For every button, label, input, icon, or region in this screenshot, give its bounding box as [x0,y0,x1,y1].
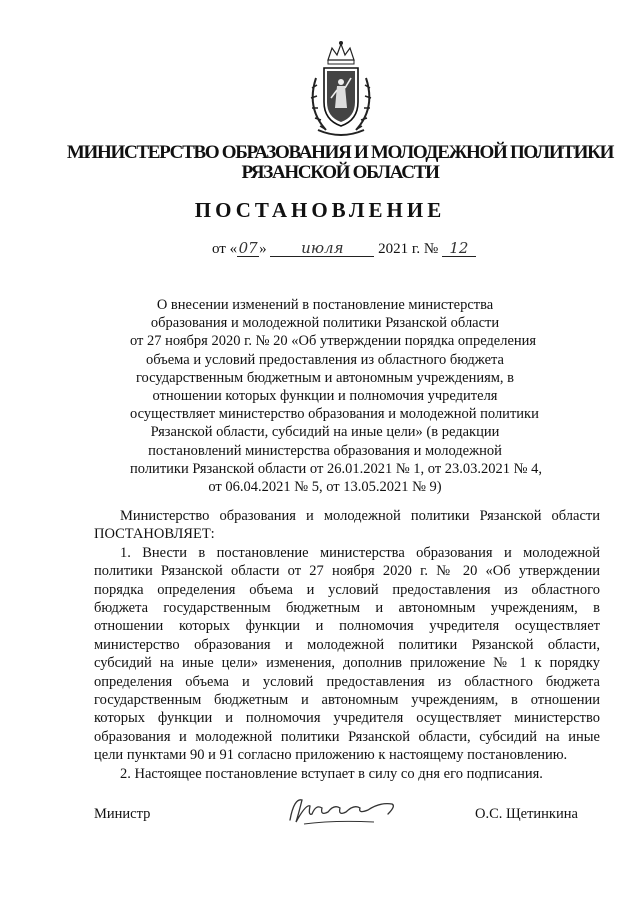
subject-line: постановлений министерства образования и молодежной [148,442,502,459]
body-line: Министерство образования и молодежной политики Рязанской области [120,508,600,524]
subject-line: государственным бюджетным и автономным учреждениям, в [135,369,515,386]
document-subject [130,296,543,496]
subject-line: осуществляет министерство образования и молодежной политики [130,406,539,423]
item1-line: определения объема и условий предоставления из областного бюджета [94,673,600,690]
subject-line: от 27 ноября 2020 г. № 20 «Об утверждении порядка определения [130,333,537,350]
document-body [94,507,600,783]
document-type-title: ПОСТАНОВЛЕНИЕ [194,198,446,222]
item1-line: отношении которых функции и полномочия учредителя осуществляет [94,618,600,635]
date-mid: » [259,241,267,257]
coat-of-arms-icon [302,38,380,140]
subject-line: политики Рязанской области от 26.01.2021 № 1, от 23.03.2021 № 4, [130,460,543,477]
item1-line: политики Рязанской области от 27 ноября 2020 г. № 20 «Об утверждении [94,563,600,580]
body-line: ПОСТАНОВЛЯЕТ: [94,526,215,543]
signatory-name: О.С. Щетинкина [475,806,578,822]
date-prefix: от « [212,241,238,257]
handwritten-signature-icon [284,790,404,830]
date-year: 2021 г. № [378,241,439,257]
document-number: 12 [442,240,476,257]
item1-line: 1. Внести в постановление министерства образования и молодежной [120,544,600,561]
date-line [212,240,476,258]
item1-line: цели пунктами 90 и 91 согласно приложению к настоящему постановлению. [94,747,568,764]
item1-line: государственным бюджетным и автономным учреждениям, в отношении [94,692,600,709]
subject-line: Рязанской области, субсидий на иные цели» (в редакции [150,424,500,441]
subject-line: объема и условий предоставления из областного бюджета [145,351,504,368]
subject-line: от 06.04.2021 № 5, от 13.05.2021 № 9) [208,479,442,496]
signatory-position: Министр [94,806,151,822]
subject-line: О внесении изменений в постановление министерства [156,297,494,313]
ministry-name-line2: РЯЗАНСКОЙ ОБЛАСТИ [241,162,439,183]
item2-line: 2. Настоящее постановление вступает в силу со дня его подписания. [120,765,543,782]
item1-line: которых функции и полномочия учредителя осуществляет министерство [94,710,600,727]
item1-line: порядка определения объема и условий предоставления из областного [94,581,600,598]
item1-line: образования и молодежной политики Рязанской области, субсидий на иные [94,728,600,745]
item1-line: бюджета государственным бюджетным и автономным учреждениям, в [94,600,600,617]
item1-line: субсидий на иные цели» изменения, дополнив приложение № 1 к порядку [94,655,600,672]
ministry-name-line1: МИНИСТЕРСТВО ОБРАЗОВАНИЯ И МОЛОДЕЖНОЙ ПОЛИТИКИ [66,142,614,163]
subject-line: образования и молодежной политики Рязанской области [150,315,500,332]
item1-line: министерство образования и молодежной политики Рязанской области, [94,636,600,653]
date-day: 07 [238,239,258,257]
date-month: июля [270,240,374,257]
subject-line: отношении которых функции и полномочия учредителя [152,388,498,405]
